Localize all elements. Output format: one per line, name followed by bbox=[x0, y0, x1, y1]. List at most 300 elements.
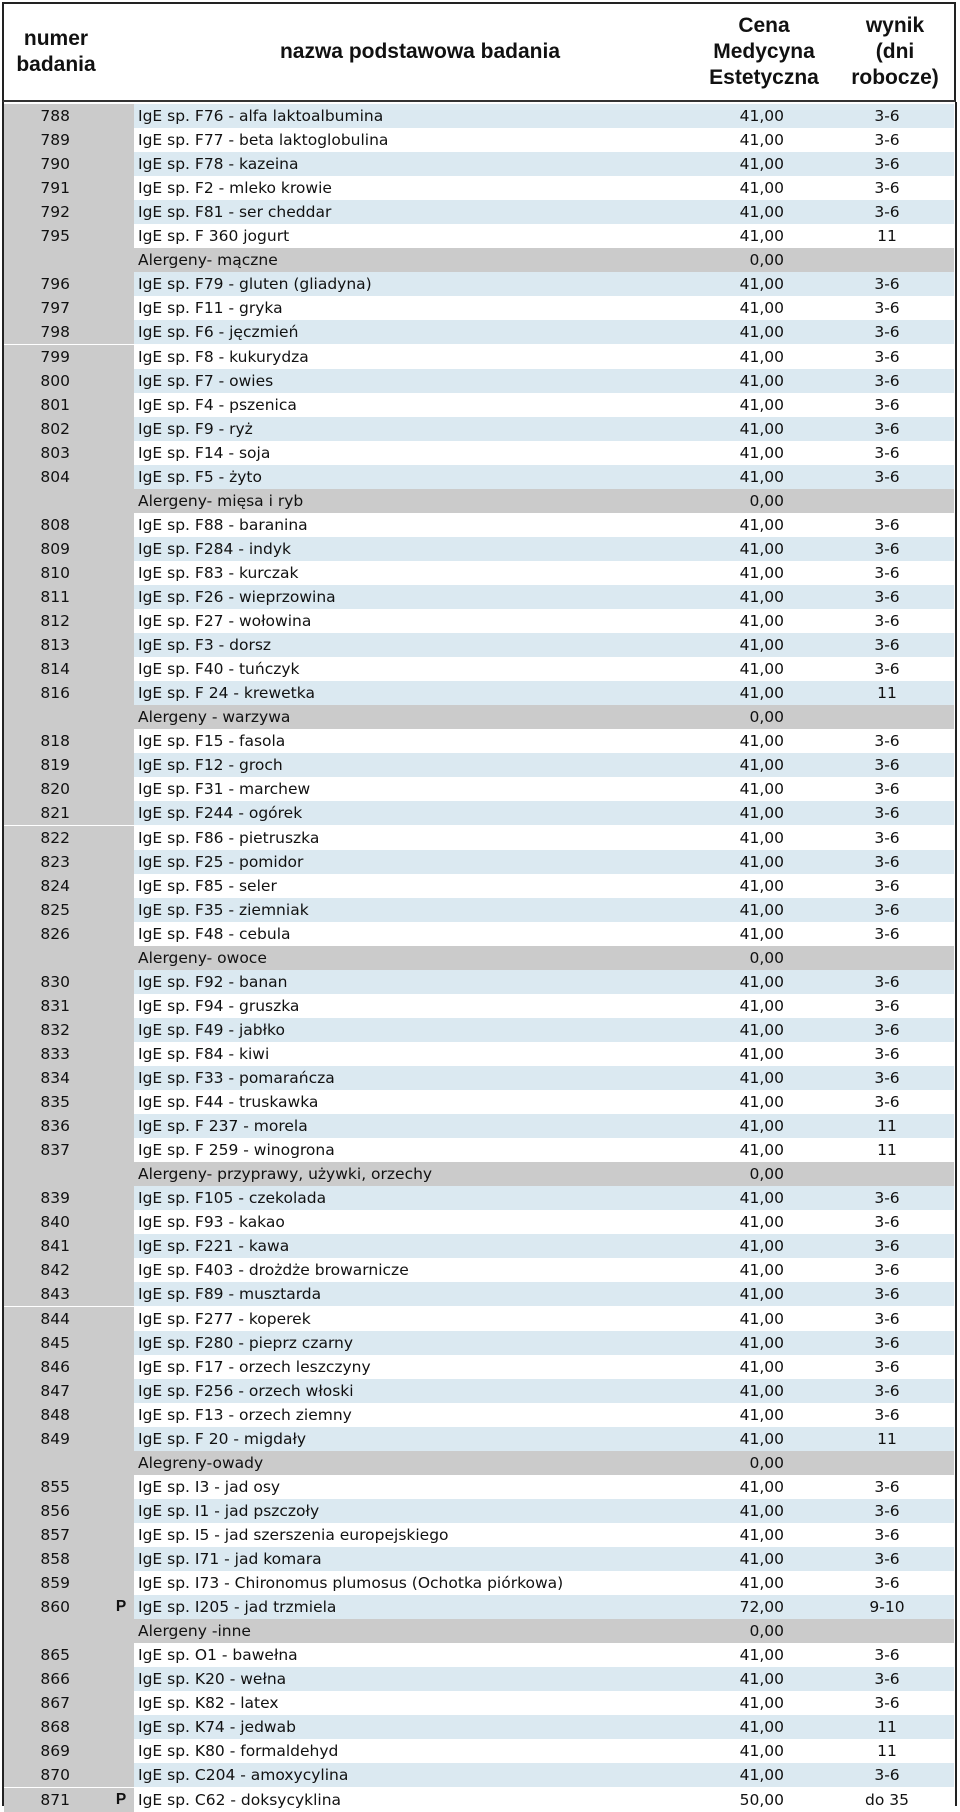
cell-number bbox=[4, 1475, 134, 1499]
result-days: 3-6 bbox=[820, 970, 954, 994]
test-price: 41,00 bbox=[714, 970, 784, 994]
test-name: IgE sp. F 24 - krewetka bbox=[134, 681, 714, 705]
table-row bbox=[4, 777, 954, 801]
test-price: 41,00 bbox=[739, 996, 784, 1015]
test-price: 0,00 bbox=[714, 1451, 784, 1475]
cell-spacer bbox=[784, 224, 820, 248]
cell-spacer bbox=[784, 1331, 820, 1355]
test-number: 866 bbox=[40, 1670, 70, 1689]
result-days: 3-6 bbox=[874, 732, 900, 751]
cell-number bbox=[4, 561, 134, 585]
result-days: 11 bbox=[877, 1742, 897, 1761]
test-number: 859 bbox=[40, 1574, 70, 1593]
result-days: 3-6 bbox=[874, 1646, 900, 1665]
result-days: 3-6 bbox=[874, 876, 900, 895]
cell-number bbox=[4, 1210, 134, 1234]
cell-spacer bbox=[784, 1042, 820, 1066]
cell-number bbox=[4, 1379, 134, 1403]
test-price: 41,00 bbox=[714, 585, 784, 609]
test-number: 857 bbox=[40, 1525, 70, 1544]
table-row bbox=[4, 1523, 954, 1547]
cell-spacer bbox=[784, 537, 820, 561]
cell-spacer bbox=[784, 898, 820, 922]
test-name: IgE sp. I205 - jad trzmiela bbox=[134, 1595, 714, 1619]
test-name: IgE sp. F 237 - morela bbox=[134, 1114, 714, 1138]
test-price: 41,00 bbox=[714, 1018, 784, 1042]
result-days bbox=[820, 248, 954, 272]
table-row bbox=[4, 1090, 954, 1114]
table-row bbox=[4, 200, 954, 224]
cell-spacer bbox=[784, 1451, 820, 1475]
result-days: 3-6 bbox=[820, 850, 954, 874]
test-name: IgE sp. F2 - mleko krowie bbox=[138, 179, 332, 198]
table-row bbox=[4, 1066, 954, 1090]
test-name: IgE sp. I1 - jad pszczoły bbox=[134, 1499, 714, 1523]
test-number: 865 bbox=[40, 1646, 70, 1665]
result-days: 3-6 bbox=[820, 1547, 954, 1571]
test-name: IgE sp. F27 - wołowina bbox=[138, 612, 312, 631]
cell-number bbox=[4, 345, 134, 369]
cell-spacer bbox=[784, 1667, 820, 1691]
table-row bbox=[4, 922, 954, 946]
cell-number bbox=[4, 1162, 134, 1186]
test-name: IgE sp. F277 - koperek bbox=[138, 1309, 311, 1328]
test-name: IgE sp. I71 - jad komara bbox=[134, 1547, 714, 1571]
test-number: 801 bbox=[40, 395, 70, 414]
test-price: 41,00 bbox=[714, 1379, 784, 1403]
test-number: 792 bbox=[40, 203, 70, 222]
test-price: 41,00 bbox=[739, 1646, 784, 1665]
table-row bbox=[4, 1667, 954, 1691]
test-price: 41,00 bbox=[714, 633, 784, 657]
result-days: 3-6 bbox=[874, 443, 900, 462]
test-name: IgE sp. F11 - gryka bbox=[138, 299, 283, 318]
result-days: 3-6 bbox=[874, 1694, 900, 1713]
table-row bbox=[4, 1355, 954, 1379]
cell-spacer bbox=[784, 320, 820, 344]
section-title: Alergeny -inne bbox=[134, 1619, 714, 1643]
cell-spacer bbox=[784, 513, 820, 537]
header-result-days: wynik (dni robocze) bbox=[851, 14, 939, 89]
section-row bbox=[4, 705, 954, 729]
result-days: 3-6 bbox=[820, 465, 954, 489]
test-number: 798 bbox=[40, 323, 70, 342]
result-days: 3-6 bbox=[820, 1282, 954, 1306]
cell-number bbox=[4, 320, 134, 344]
test-number: 832 bbox=[40, 1020, 70, 1039]
test-price: 41,00 bbox=[739, 131, 784, 150]
cell-spacer bbox=[784, 1114, 820, 1138]
cell-spacer bbox=[784, 1186, 820, 1210]
table-row bbox=[4, 1138, 954, 1162]
result-days: 11 bbox=[820, 1427, 954, 1451]
result-days: 3-6 bbox=[874, 515, 900, 534]
test-price: 41,00 bbox=[714, 1114, 784, 1138]
test-name: IgE sp. F6 - jęczmień bbox=[134, 320, 714, 344]
test-price: 41,00 bbox=[714, 104, 784, 128]
test-name: IgE sp. F15 - fasola bbox=[138, 732, 286, 751]
cell-number bbox=[4, 1282, 134, 1306]
test-name: IgE sp. F9 - ryż bbox=[134, 417, 714, 441]
test-price: 41,00 bbox=[714, 898, 784, 922]
cell-spacer bbox=[784, 1234, 820, 1258]
cell-spacer bbox=[784, 1523, 820, 1547]
table-row bbox=[4, 1307, 954, 1331]
test-name: IgE sp. F26 - wieprzowina bbox=[134, 585, 714, 609]
cell-spacer bbox=[784, 1763, 820, 1787]
section-row bbox=[4, 946, 954, 970]
table-row bbox=[4, 1475, 954, 1499]
test-price: 41,00 bbox=[739, 1093, 784, 1112]
cell-spacer bbox=[784, 657, 820, 681]
cell-number bbox=[4, 1090, 134, 1114]
cell-spacer bbox=[784, 1739, 820, 1763]
table-row bbox=[4, 417, 954, 441]
test-name: IgE sp. F8 - kukurydza bbox=[138, 347, 309, 366]
test-name: IgE sp. F88 - baranina bbox=[138, 515, 308, 534]
test-name: IgE sp. F14 - soja bbox=[138, 443, 271, 462]
cell-spacer bbox=[784, 465, 820, 489]
cell-number bbox=[4, 994, 134, 1018]
table-row bbox=[4, 320, 954, 344]
cell-number bbox=[4, 609, 134, 633]
test-name: IgE sp. F403 - drożdże browarnicze bbox=[138, 1261, 409, 1280]
test-price: 41,00 bbox=[739, 1405, 784, 1424]
test-price: 41,00 bbox=[739, 1044, 784, 1063]
result-days: 3-6 bbox=[820, 1379, 954, 1403]
table-row bbox=[4, 1763, 954, 1787]
test-price: 41,00 bbox=[714, 1186, 784, 1210]
table-row bbox=[4, 1186, 954, 1210]
cell-number bbox=[4, 753, 134, 777]
test-name: IgE sp. F76 - alfa laktoalbumina bbox=[134, 104, 714, 128]
cell-spacer bbox=[784, 248, 820, 272]
cell-spacer bbox=[784, 1355, 820, 1379]
cell-spacer bbox=[784, 801, 820, 825]
test-name: IgE sp. F81 - ser cheddar bbox=[134, 200, 714, 224]
section-title: Alegreny-owady bbox=[134, 1451, 714, 1475]
cell-spacer bbox=[784, 1018, 820, 1042]
cell-number bbox=[4, 1643, 134, 1667]
table-row bbox=[4, 1258, 954, 1282]
test-number: 830 bbox=[40, 972, 70, 991]
test-name: IgE sp. F35 - ziemniak bbox=[134, 898, 714, 922]
test-number: 831 bbox=[40, 996, 70, 1015]
test-number: 825 bbox=[40, 900, 70, 919]
test-price: 41,00 bbox=[739, 347, 784, 366]
test-price: 41,00 bbox=[739, 563, 784, 582]
cell-spacer bbox=[784, 1403, 820, 1427]
test-number: 839 bbox=[40, 1189, 70, 1208]
cell-spacer bbox=[784, 681, 820, 705]
table-row bbox=[4, 729, 954, 753]
cell-number bbox=[4, 922, 134, 946]
table-row bbox=[4, 1403, 954, 1427]
cell-number bbox=[4, 272, 134, 296]
test-number: 844 bbox=[40, 1309, 70, 1328]
test-price: 41,00 bbox=[739, 876, 784, 895]
cell-spacer bbox=[784, 609, 820, 633]
test-price: 41,00 bbox=[714, 1066, 784, 1090]
cell-number bbox=[4, 1739, 134, 1763]
cell-number bbox=[4, 1788, 134, 1812]
result-days bbox=[820, 1162, 954, 1186]
test-price: 41,00 bbox=[739, 179, 784, 198]
cell-number bbox=[4, 705, 134, 729]
test-price: 41,00 bbox=[714, 537, 784, 561]
test-number: 833 bbox=[40, 1044, 70, 1063]
test-price: 41,00 bbox=[739, 1261, 784, 1280]
cell-spacer bbox=[784, 489, 820, 513]
result-days: 3-6 bbox=[874, 1405, 900, 1424]
result-days bbox=[820, 946, 954, 970]
result-days: 11 bbox=[820, 681, 954, 705]
test-price: 41,00 bbox=[739, 1742, 784, 1761]
cell-number bbox=[4, 441, 134, 465]
cell-number bbox=[4, 657, 134, 681]
test-name: IgE sp. F44 - truskawka bbox=[138, 1093, 319, 1112]
section-row bbox=[4, 1619, 954, 1643]
test-price: 41,00 bbox=[714, 152, 784, 176]
cell-spacer bbox=[784, 1138, 820, 1162]
flag-p: P bbox=[115, 1790, 127, 1808]
test-price: 41,00 bbox=[739, 612, 784, 631]
test-price: 41,00 bbox=[714, 320, 784, 344]
result-days: 11 bbox=[877, 1141, 897, 1160]
test-number: 823 bbox=[40, 852, 70, 871]
section-title: Alergeny - warzywa bbox=[134, 705, 714, 729]
result-days: 3-6 bbox=[820, 1331, 954, 1355]
table-row bbox=[4, 1691, 954, 1715]
test-name: IgE sp. K74 - jedwab bbox=[134, 1715, 714, 1739]
result-days: 3-6 bbox=[874, 828, 900, 847]
right-border bbox=[955, 102, 957, 1806]
cell-number bbox=[4, 489, 134, 513]
test-name: IgE sp. F77 - beta laktoglobulina bbox=[138, 131, 389, 150]
cell-spacer bbox=[784, 393, 820, 417]
test-price: 41,00 bbox=[714, 1547, 784, 1571]
test-price: 41,00 bbox=[739, 515, 784, 534]
test-number: 809 bbox=[40, 539, 70, 558]
test-price: 41,00 bbox=[739, 924, 784, 943]
cell-number bbox=[4, 1715, 134, 1739]
result-days: 3-6 bbox=[820, 753, 954, 777]
test-number: 824 bbox=[40, 876, 70, 895]
test-price: 0,00 bbox=[714, 946, 784, 970]
cell-spacer bbox=[784, 970, 820, 994]
table-row bbox=[4, 1114, 954, 1138]
test-price: 41,00 bbox=[714, 1331, 784, 1355]
test-number: 835 bbox=[40, 1093, 70, 1112]
cell-spacer bbox=[784, 1282, 820, 1306]
result-days: 3-6 bbox=[874, 1213, 900, 1232]
test-number: 819 bbox=[40, 756, 70, 775]
result-days: 3-6 bbox=[874, 131, 900, 150]
cell-number bbox=[4, 1114, 134, 1138]
test-number: 803 bbox=[40, 443, 70, 462]
test-price: 0,00 bbox=[714, 705, 784, 729]
cell-number bbox=[4, 633, 134, 657]
cell-number bbox=[4, 1451, 134, 1475]
test-price: 0,00 bbox=[714, 1162, 784, 1186]
cell-number bbox=[4, 1066, 134, 1090]
table-row bbox=[4, 104, 954, 128]
cell-spacer bbox=[784, 1788, 820, 1812]
table-row bbox=[4, 1643, 954, 1667]
test-price: 41,00 bbox=[739, 299, 784, 318]
result-days: 3-6 bbox=[874, 395, 900, 414]
cell-spacer bbox=[784, 922, 820, 946]
test-price: 41,00 bbox=[739, 1309, 784, 1328]
test-number: 791 bbox=[40, 179, 70, 198]
cell-number bbox=[4, 874, 134, 898]
test-price: 41,00 bbox=[739, 1694, 784, 1713]
test-number: 855 bbox=[40, 1477, 70, 1496]
cell-number bbox=[4, 1523, 134, 1547]
section-row bbox=[4, 248, 954, 272]
test-name: IgE sp. F 20 - migdały bbox=[134, 1427, 714, 1451]
test-number: 846 bbox=[40, 1357, 70, 1376]
table-row bbox=[4, 1331, 954, 1355]
test-price: 41,00 bbox=[739, 227, 784, 246]
cell-spacer bbox=[784, 1307, 820, 1331]
cell-number bbox=[4, 1691, 134, 1715]
result-days: 3-6 bbox=[874, 1093, 900, 1112]
result-days: 3-6 bbox=[874, 996, 900, 1015]
table-row bbox=[4, 898, 954, 922]
test-name: IgE sp. F92 - banan bbox=[134, 970, 714, 994]
test-name: IgE sp. F33 - pomarańcza bbox=[134, 1066, 714, 1090]
table-row bbox=[4, 994, 954, 1018]
test-number: 789 bbox=[40, 131, 70, 150]
table-row bbox=[4, 1499, 954, 1523]
table-row bbox=[4, 345, 954, 369]
result-days: 3-6 bbox=[820, 1667, 954, 1691]
table-row bbox=[4, 826, 954, 850]
cell-spacer bbox=[784, 296, 820, 320]
flag-p: P bbox=[115, 1598, 127, 1616]
result-days: 3-6 bbox=[874, 780, 900, 799]
test-price: 41,00 bbox=[714, 1427, 784, 1451]
section-title: Alergeny- mięsa i ryb bbox=[134, 489, 714, 513]
cell-number bbox=[4, 248, 134, 272]
result-days: 9-10 bbox=[820, 1595, 954, 1619]
cell-number bbox=[4, 537, 134, 561]
table-row bbox=[4, 1018, 954, 1042]
cell-spacer bbox=[784, 152, 820, 176]
cell-number bbox=[4, 1619, 134, 1643]
test-price: 41,00 bbox=[739, 780, 784, 799]
table-row bbox=[4, 1234, 954, 1258]
table-row bbox=[4, 513, 954, 537]
table-row bbox=[4, 1547, 954, 1571]
result-days: 3-6 bbox=[874, 1525, 900, 1544]
test-price: 0,00 bbox=[714, 489, 784, 513]
test-price: 41,00 bbox=[714, 1499, 784, 1523]
test-price: 41,00 bbox=[714, 753, 784, 777]
section-row bbox=[4, 489, 954, 513]
result-days: 3-6 bbox=[874, 1357, 900, 1376]
cell-spacer bbox=[784, 369, 820, 393]
result-days: 3-6 bbox=[874, 1477, 900, 1496]
test-name: IgE sp. K20 - wełna bbox=[134, 1667, 714, 1691]
test-number: 804 bbox=[40, 467, 70, 486]
test-name: IgE sp. F86 - pietruszka bbox=[138, 828, 320, 847]
table-row bbox=[4, 1210, 954, 1234]
test-price: 41,00 bbox=[739, 828, 784, 847]
test-number: 820 bbox=[40, 780, 70, 799]
cell-spacer bbox=[784, 994, 820, 1018]
test-name: IgE sp. K80 - formaldehyd bbox=[138, 1742, 339, 1761]
test-number: 871 bbox=[40, 1790, 70, 1809]
table-row bbox=[4, 970, 954, 994]
test-name: IgE sp. I73 - Chironomus plumosus (Ochotka piórkowa) bbox=[138, 1574, 564, 1593]
result-days: 3-6 bbox=[820, 104, 954, 128]
test-name: IgE sp. F84 - kiwi bbox=[138, 1044, 270, 1063]
test-name: IgE sp. F94 - gruszka bbox=[138, 996, 300, 1015]
cell-spacer bbox=[784, 272, 820, 296]
test-price: 41,00 bbox=[739, 660, 784, 679]
result-days: 3-6 bbox=[874, 1574, 900, 1593]
test-number: 788 bbox=[40, 107, 70, 125]
cell-number bbox=[4, 152, 134, 176]
cell-number bbox=[4, 777, 134, 801]
test-number: 869 bbox=[40, 1742, 70, 1761]
result-days: 3-6 bbox=[874, 563, 900, 582]
cell-number bbox=[4, 393, 134, 417]
table-row bbox=[4, 272, 954, 296]
test-name: IgE sp. F17 - orzech leszczyny bbox=[138, 1357, 371, 1376]
cell-spacer bbox=[784, 176, 820, 200]
cell-spacer bbox=[784, 1210, 820, 1234]
test-price: 41,00 bbox=[739, 1141, 784, 1160]
test-number: 811 bbox=[40, 588, 70, 606]
test-number: 790 bbox=[40, 155, 70, 174]
cell-spacer bbox=[784, 1475, 820, 1499]
cell-number bbox=[4, 585, 134, 609]
test-name: IgE sp. K82 - latex bbox=[138, 1694, 279, 1713]
cell-spacer bbox=[784, 1162, 820, 1186]
section-title: Alergeny- przyprawy, używki, orzechy bbox=[134, 1162, 714, 1186]
test-name: IgE sp. F3 - dorsz bbox=[134, 633, 714, 657]
test-name: IgE sp. C204 - amoxycylina bbox=[134, 1763, 714, 1787]
test-number: 821 bbox=[40, 804, 70, 823]
result-days: 3-6 bbox=[820, 1763, 954, 1787]
test-name: IgE sp. F 259 - winogrona bbox=[138, 1141, 335, 1160]
cell-number bbox=[4, 1258, 134, 1282]
test-name: IgE sp. F78 - kazeina bbox=[134, 152, 714, 176]
table-row bbox=[4, 537, 954, 561]
cell-spacer bbox=[784, 104, 820, 128]
cell-number bbox=[4, 1571, 134, 1595]
cell-spacer bbox=[784, 128, 820, 152]
cell-number bbox=[4, 801, 134, 825]
result-days: 11 bbox=[820, 1715, 954, 1739]
test-number: 816 bbox=[40, 684, 70, 703]
test-name: IgE sp. I3 - jad osy bbox=[138, 1477, 281, 1496]
cell-spacer bbox=[784, 585, 820, 609]
table-row bbox=[4, 633, 954, 657]
table-row bbox=[4, 874, 954, 898]
test-name: IgE sp. F85 - seler bbox=[138, 876, 277, 895]
test-name: IgE sp. F 360 jogurt bbox=[138, 227, 290, 246]
cell-spacer bbox=[784, 441, 820, 465]
table-row bbox=[4, 296, 954, 320]
cell-number bbox=[4, 513, 134, 537]
cell-number bbox=[4, 970, 134, 994]
test-name: IgE sp. I5 - jad szerszenia europejskiego bbox=[138, 1525, 449, 1544]
cell-number bbox=[4, 128, 134, 152]
